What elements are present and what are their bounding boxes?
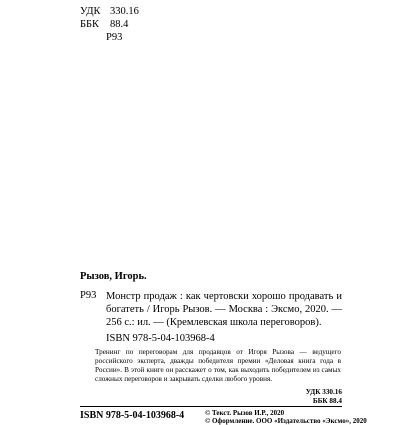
udk-footer: УДК 330.16	[305, 388, 342, 396]
author-sign: Р93	[106, 32, 123, 43]
udk-value: 330.16	[110, 6, 139, 17]
author-sign-record: Р93	[80, 290, 97, 301]
bbk-footer: ББК 88.4	[312, 397, 342, 405]
isbn-footer: ISBN 978-5-04-103968-4	[80, 410, 185, 421]
author-heading: Рызов, Игорь.	[80, 271, 147, 282]
bbk-value: 88.4	[110, 19, 129, 30]
copyright-design: © Оформление. ООО «Издательство «Эксмо», 2020	[205, 417, 367, 425]
bibliographic-description: Монстр продаж : как чертовски хорошо продавать и богатеть / Игорь Рызов. — Москва : Эксмо, 2020. — 256 с.: ил. — (Кремлевская школа переговоров).	[106, 291, 342, 328]
isbn-record: ISBN 978-5-04-103968-4	[106, 333, 215, 344]
annotation: Тренинг по переговорам для продавцов от Игоря Рызова — ведущего российского эксперта, дважды победителя премии «Деловая книга года в России». В этой книге он расскажет о том, как выходить победителем из самых сложных переговоров и закрывать сделки любого уровня.	[95, 348, 341, 383]
udk-label: УДК	[80, 6, 101, 17]
bbk-label: ББК	[80, 19, 100, 30]
copyright-text: © Текст. Рызов И.Р., 2020	[205, 409, 285, 417]
divider	[80, 406, 342, 407]
bbk-line	[80, 18, 128, 31]
udk-line	[80, 5, 139, 18]
